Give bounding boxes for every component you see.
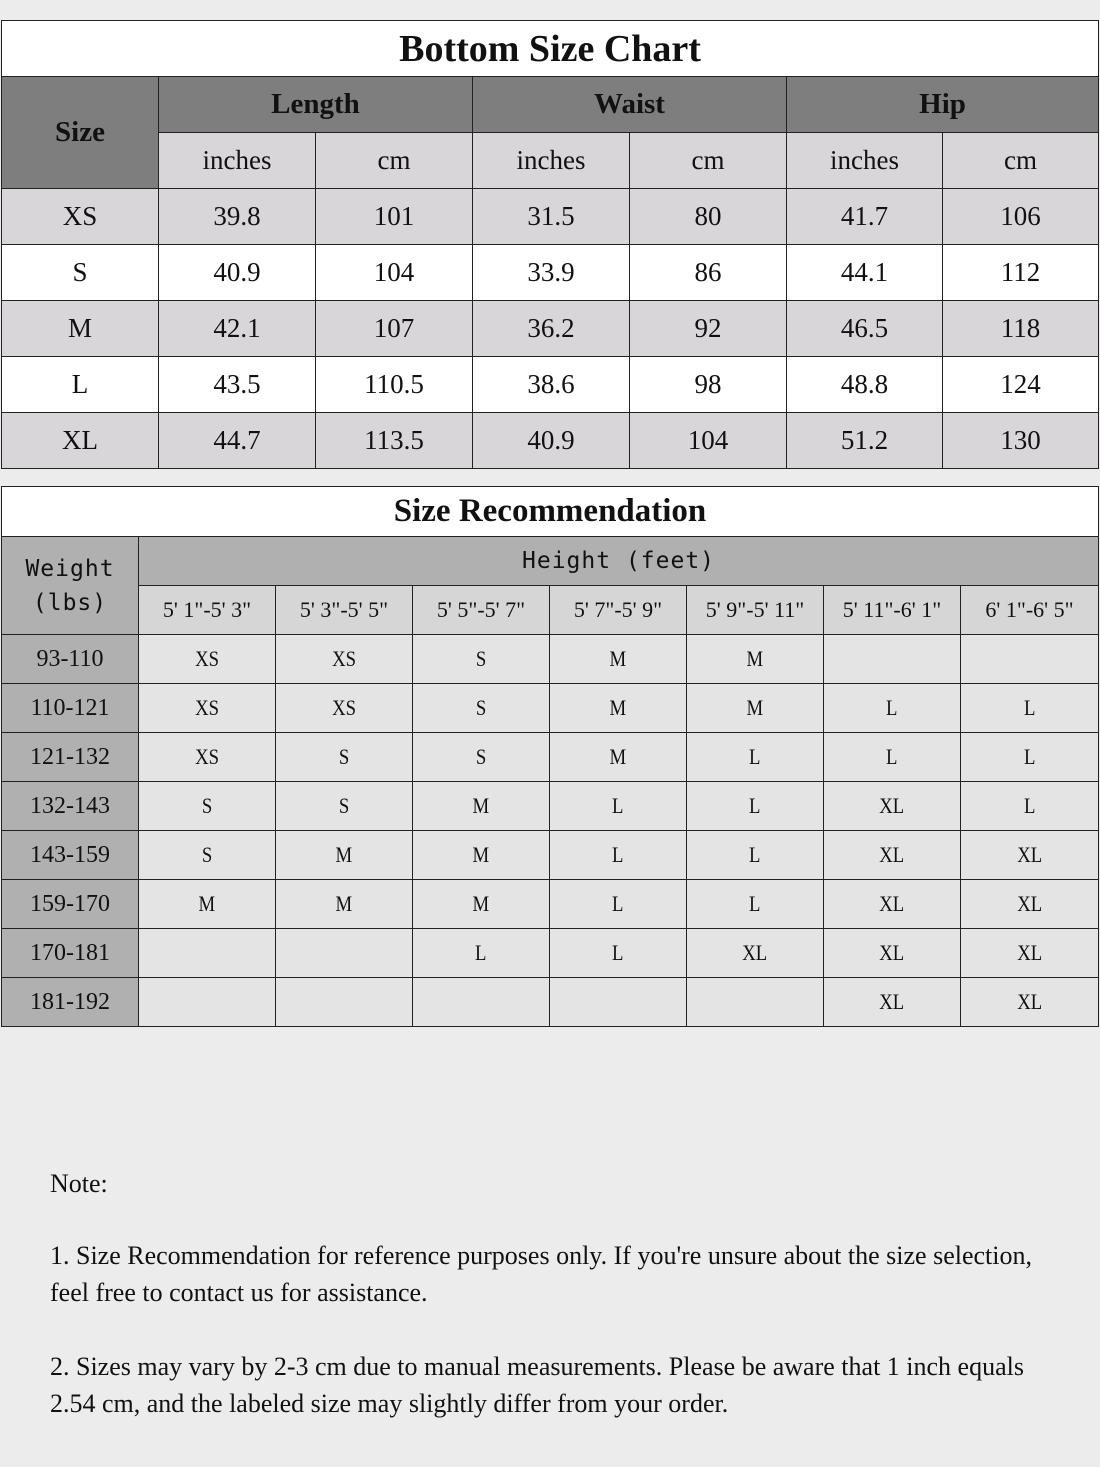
recommended-size: S <box>338 793 350 818</box>
recommended-size: L <box>475 940 487 965</box>
recommended-size-cell <box>550 831 687 880</box>
measurement-cell: 113.5 <box>316 413 473 469</box>
measurement-cell: 124 <box>943 357 1099 413</box>
recommended-size: XL <box>1017 891 1042 916</box>
table-row <box>2 831 1099 880</box>
weight-range: 181-192 <box>2 978 139 1027</box>
measurement-cell: 86 <box>630 245 787 301</box>
recommended-size: XS <box>332 646 356 671</box>
measurement-cell: 107 <box>316 301 473 357</box>
weight-header-line1: Weight <box>25 555 115 582</box>
recommended-size-cell <box>961 831 1099 880</box>
recommended-size-cell <box>550 880 687 929</box>
weight-header-line2: (lbs) <box>32 589 108 616</box>
size-chart-body <box>2 189 1099 469</box>
recommended-size-cell <box>413 733 550 782</box>
recommended-size-cell <box>687 782 824 831</box>
recommended-size-cell <box>550 782 687 831</box>
recommended-size-cell <box>687 733 824 782</box>
recommended-size-cell <box>550 978 687 1027</box>
measurement-cell: 118 <box>943 301 1099 357</box>
size-label: L <box>2 357 159 413</box>
measurement-cell: 40.9 <box>473 413 630 469</box>
unit-header: cm <box>630 133 787 189</box>
recommended-size: L <box>612 891 624 916</box>
recommended-size-cell <box>276 929 413 978</box>
measurement-cell: 130 <box>943 413 1099 469</box>
recommended-size: XL <box>879 793 905 818</box>
size-label: XL <box>2 413 159 469</box>
unit-header: cm <box>316 133 473 189</box>
recommended-size: XS <box>195 646 219 671</box>
recommended-size-cell <box>139 782 276 831</box>
height-header: Height (feet) <box>139 537 1099 586</box>
table-row <box>2 880 1099 929</box>
recommended-size: XL <box>1017 989 1042 1014</box>
measurement-cell: 101 <box>316 189 473 245</box>
weight-range: 121-132 <box>2 733 139 782</box>
recommended-size-cell <box>961 782 1099 831</box>
measurement-cell: 98 <box>630 357 787 413</box>
recommended-size-cell <box>139 684 276 733</box>
table-row <box>2 929 1099 978</box>
height-range-header: 5' 3"-5' 5" <box>276 586 413 635</box>
recommended-size: S <box>475 695 487 720</box>
recommended-size: L <box>612 842 624 867</box>
recommended-size-cell <box>276 880 413 929</box>
weight-range: 93-110 <box>2 635 139 684</box>
measurement-cell: 110.5 <box>316 357 473 413</box>
measurement-cell: 44.7 <box>159 413 316 469</box>
recommended-size-cell <box>824 929 961 978</box>
table-row <box>2 684 1099 733</box>
recommended-size-cell <box>139 635 276 684</box>
measurement-cell: 46.5 <box>787 301 943 357</box>
notes-heading: Note: <box>50 1169 108 1198</box>
recommended-size-cell <box>276 635 413 684</box>
table-row <box>2 635 1099 684</box>
recommended-size-cell <box>276 733 413 782</box>
recommended-size-cell <box>413 831 550 880</box>
recommended-size: XL <box>742 940 768 965</box>
group-header-length: Length <box>159 77 473 133</box>
size-label: S <box>2 245 159 301</box>
recommended-size: XS <box>195 695 219 720</box>
size-label: XS <box>2 189 159 245</box>
recommended-size-cell <box>687 635 824 684</box>
group-header-hip: Hip <box>787 77 1099 133</box>
notes-section <box>50 1165 1050 1422</box>
table-row <box>2 245 1099 301</box>
measurement-cell: 92 <box>630 301 787 357</box>
note-item-1: 1. Size Recommendation for reference purposes only. If you're unsure about the size selection, feel free to contact us for assistance. <box>50 1241 1032 1307</box>
weight-range: 170-181 <box>2 929 139 978</box>
recommended-size: L <box>886 695 898 720</box>
recommended-size-cell <box>413 635 550 684</box>
recommended-size-cell <box>687 929 824 978</box>
recommended-size: L <box>749 842 761 867</box>
height-ranges-row <box>2 586 1099 635</box>
height-range-header: 5' 1"-5' 3" <box>139 586 276 635</box>
recommended-size: M <box>198 891 216 916</box>
weight-header <box>2 537 139 635</box>
recommendation-body <box>2 635 1099 1027</box>
table-row <box>2 413 1099 469</box>
measurement-cell: 36.2 <box>473 301 630 357</box>
unit-header: inches <box>473 133 630 189</box>
recommended-size-cell <box>413 929 550 978</box>
measurement-cell: 41.7 <box>787 189 943 245</box>
recommended-size-cell <box>824 733 961 782</box>
recommended-size: S <box>201 842 213 867</box>
recommended-size: M <box>472 842 490 867</box>
recommended-size-cell <box>550 733 687 782</box>
recommended-size-cell <box>961 635 1099 684</box>
height-range-header: 5' 5"-5' 7" <box>413 586 550 635</box>
recommended-size: M <box>609 695 627 720</box>
unit-header: inches <box>159 133 316 189</box>
recommended-size-cell <box>139 831 276 880</box>
recommended-size: L <box>749 891 761 916</box>
recommended-size: L <box>886 744 898 769</box>
recommended-size: XS <box>332 695 356 720</box>
recommended-size: S <box>475 646 487 671</box>
recommended-size-cell <box>687 880 824 929</box>
recommended-size-cell <box>276 978 413 1027</box>
recommended-size: L <box>612 793 624 818</box>
recommended-size-cell <box>687 978 824 1027</box>
recommended-size: M <box>335 891 353 916</box>
unit-header: inches <box>787 133 943 189</box>
weight-range: 159-170 <box>2 880 139 929</box>
recommended-size-cell <box>276 831 413 880</box>
recommended-size-cell <box>413 684 550 733</box>
height-range-header: 5' 7"-5' 9" <box>550 586 687 635</box>
measurement-cell: 104 <box>630 413 787 469</box>
recommended-size: S <box>201 793 213 818</box>
size-chart-table <box>1 20 1099 469</box>
table-row <box>2 978 1099 1027</box>
recommended-size: L <box>1023 695 1036 720</box>
recommended-size: L <box>749 793 761 818</box>
recommended-size-cell <box>276 684 413 733</box>
height-range-header: 6' 1"-6' 5" <box>961 586 1099 635</box>
recommended-size-cell <box>824 831 961 880</box>
recommended-size: XL <box>879 940 905 965</box>
recommended-size: M <box>609 744 627 769</box>
recommended-size-cell <box>824 880 961 929</box>
height-range-header: 5' 11"-6' 1" <box>824 586 961 635</box>
measurement-cell: 40.9 <box>159 245 316 301</box>
recommended-size: L <box>749 744 761 769</box>
recommended-size-cell <box>550 684 687 733</box>
recommended-size: S <box>475 744 487 769</box>
recommended-size: M <box>609 646 627 671</box>
measurement-cell: 31.5 <box>473 189 630 245</box>
recommended-size: L <box>1023 793 1036 818</box>
recommended-size-cell <box>961 880 1099 929</box>
recommendation-title: Size Recommendation <box>2 487 1099 537</box>
measurement-cell: 33.9 <box>473 245 630 301</box>
measurement-cell: 80 <box>630 189 787 245</box>
height-range-header: 5' 9"-5' 11" <box>687 586 824 635</box>
recommended-size-cell <box>824 978 961 1027</box>
recommended-size: M <box>472 891 490 916</box>
recommended-size: L <box>612 940 624 965</box>
recommended-size: XL <box>879 989 905 1014</box>
measurement-cell: 104 <box>316 245 473 301</box>
note-item-2: 2. Sizes may vary by 2-3 cm due to manual measurements. Please be aware that 1 inch equals 2.54 cm, and the labeled size may slightly differ from your order. <box>50 1352 1024 1418</box>
size-chart-title: Bottom Size Chart <box>2 21 1099 77</box>
recommended-size: S <box>338 744 350 769</box>
size-recommendation-table <box>1 486 1099 1027</box>
recommended-size-cell <box>276 782 413 831</box>
recommended-size: XS <box>195 744 219 769</box>
recommended-size-cell <box>961 733 1099 782</box>
recommended-size-cell <box>139 929 276 978</box>
recommended-size-cell <box>413 978 550 1027</box>
recommended-size-cell <box>550 929 687 978</box>
recommended-size-cell <box>687 684 824 733</box>
group-header-waist: Waist <box>473 77 787 133</box>
measurement-cell: 48.8 <box>787 357 943 413</box>
unit-header: cm <box>943 133 1099 189</box>
recommended-size: XL <box>1017 842 1042 867</box>
measurement-cell: 106 <box>943 189 1099 245</box>
recommended-size: XL <box>1017 940 1042 965</box>
recommended-size-cell <box>139 733 276 782</box>
recommended-size-cell <box>824 782 961 831</box>
weight-range: 110-121 <box>2 684 139 733</box>
recommended-size-cell <box>824 635 961 684</box>
table-row <box>2 782 1099 831</box>
table-row <box>2 189 1099 245</box>
weight-range: 132-143 <box>2 782 139 831</box>
recommended-size: XL <box>879 842 905 867</box>
table-row <box>2 357 1099 413</box>
measurement-cell: 38.6 <box>473 357 630 413</box>
recommended-size: M <box>746 695 764 720</box>
recommended-size-cell <box>961 684 1099 733</box>
recommended-size-cell <box>550 635 687 684</box>
recommended-size: M <box>472 793 490 818</box>
recommended-size-cell <box>687 831 824 880</box>
recommended-size-cell <box>413 782 550 831</box>
measurement-cell: 51.2 <box>787 413 943 469</box>
measurement-cell: 42.1 <box>159 301 316 357</box>
size-header: Size <box>2 77 159 189</box>
recommended-size-cell <box>139 880 276 929</box>
weight-range: 143-159 <box>2 831 139 880</box>
recommended-size-cell <box>824 684 961 733</box>
recommended-size: XL <box>879 891 905 916</box>
recommended-size-cell <box>139 978 276 1027</box>
measurement-cell: 43.5 <box>159 357 316 413</box>
recommended-size-cell <box>413 880 550 929</box>
table-row <box>2 733 1099 782</box>
table-row <box>2 301 1099 357</box>
measurement-cell: 44.1 <box>787 245 943 301</box>
measurement-cell: 112 <box>943 245 1099 301</box>
size-label: M <box>2 301 159 357</box>
recommended-size-cell <box>961 929 1099 978</box>
measurement-cell: 39.8 <box>159 189 316 245</box>
recommended-size-cell <box>961 978 1099 1027</box>
recommended-size: M <box>335 842 353 867</box>
recommended-size: L <box>1023 744 1036 769</box>
recommended-size: M <box>746 646 764 671</box>
